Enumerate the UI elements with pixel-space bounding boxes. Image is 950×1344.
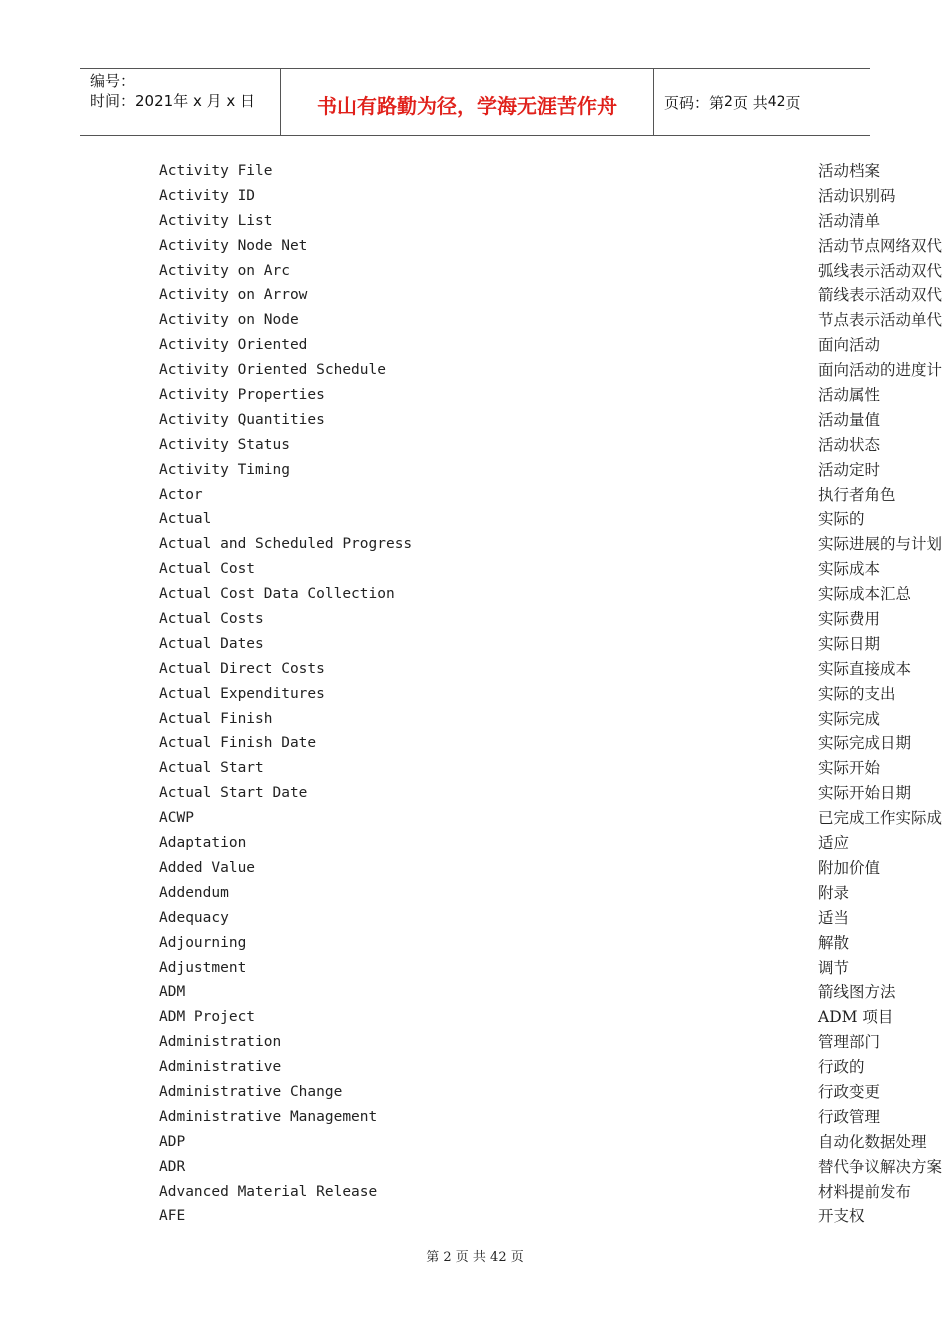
glossary-row	[0, 980, 950, 1005]
glossary-row	[0, 931, 950, 956]
term-english: Activity Oriented	[159, 337, 308, 354]
term-chinese: 已完成工作实际成	[818, 809, 943, 828]
term-english: Adequacy	[159, 909, 229, 926]
term-chinese: 适应	[818, 834, 850, 853]
term-english: ACWP	[159, 810, 194, 827]
term-english: Activity Timing	[159, 461, 290, 478]
glossary-row	[0, 956, 950, 981]
page-end: 页	[785, 93, 801, 112]
term-english: Activity Quantities	[159, 411, 325, 428]
date-text: 年 x 月 x 日	[173, 92, 256, 110]
term-english: ADM	[159, 984, 186, 1001]
glossary-row	[0, 1155, 950, 1180]
glossary-row	[0, 184, 950, 209]
term-english: Actual and Scheduled Progress	[159, 536, 413, 553]
term-chinese: 活动量值	[818, 410, 881, 429]
term-english: Activity on Node	[159, 312, 299, 329]
term-english: Actual Dates	[159, 635, 264, 652]
glossary-row	[0, 1080, 950, 1105]
term-english: Administrative Change	[159, 1083, 343, 1100]
term-chinese: 行政的	[818, 1058, 865, 1077]
term-chinese: 实际直接成本	[818, 659, 912, 678]
term-chinese: 管理部门	[818, 1033, 881, 1052]
header-meta-cell	[80, 69, 281, 135]
term-english: ADP	[159, 1133, 186, 1150]
number-label: 编号：	[90, 72, 136, 90]
term-english: Actual Cost Data Collection	[159, 586, 395, 603]
term-chinese: 行政变更	[818, 1082, 881, 1101]
glossary-row	[0, 1180, 950, 1205]
date-line	[90, 91, 280, 111]
glossary-row	[0, 433, 950, 458]
term-english: Administrative Management	[159, 1108, 378, 1125]
glossary-row	[0, 831, 950, 856]
glossary-row	[0, 283, 950, 308]
glossary-row	[0, 806, 950, 831]
glossary-row	[0, 1030, 950, 1055]
term-english: Administrative	[159, 1059, 282, 1076]
term-chinese: 实际开始	[818, 759, 881, 778]
page-current: 2	[724, 94, 733, 110]
term-english: Activity Oriented Schedule	[159, 362, 386, 379]
glossary-row	[0, 209, 950, 234]
term-english: Activity Properties	[159, 387, 325, 404]
glossary-row	[0, 781, 950, 806]
term-chinese: 行政管理	[818, 1107, 881, 1126]
term-chinese: 实际完成	[818, 709, 881, 728]
header-page-info	[654, 69, 870, 135]
term-chinese: 活动档案	[818, 162, 881, 180]
page-mid: 页 共	[732, 93, 768, 112]
term-english: Activity File	[159, 163, 273, 179]
term-english: Actual Start	[159, 760, 264, 777]
term-chinese: 活动清单	[818, 211, 881, 230]
term-chinese: 实际费用	[818, 610, 881, 629]
term-chinese: 材料提前发布	[818, 1182, 912, 1201]
glossary-row	[0, 881, 950, 906]
glossary-row	[0, 483, 950, 508]
term-chinese: 弧线表示活动双代	[818, 261, 943, 280]
term-english: Actual Expenditures	[159, 685, 325, 702]
term-english: Activity List	[159, 212, 273, 229]
term-english: Advanced Material Release	[159, 1183, 378, 1200]
term-english: Actual	[159, 511, 212, 528]
term-chinese: 实际的支出	[818, 684, 896, 703]
date-label: 时间：	[90, 92, 136, 110]
glossary-row	[0, 458, 950, 483]
glossary-row	[0, 1105, 950, 1130]
glossary-row	[0, 358, 950, 383]
term-english: Actual Cost	[159, 561, 256, 578]
term-chinese: 活动节点网络双代	[818, 236, 943, 255]
glossary-row	[0, 408, 950, 433]
term-english: ADR	[159, 1158, 186, 1175]
term-english: Activity ID	[159, 187, 256, 204]
header-motto: 书山有路勤为径，学海无涯苦作舟	[281, 69, 654, 135]
term-chinese: 自动化数据处理	[818, 1132, 927, 1151]
term-english: Actor	[159, 486, 203, 503]
term-english: Actual Direct Costs	[159, 660, 325, 677]
term-english: AFE	[159, 1208, 186, 1225]
term-english: Actual Finish	[159, 710, 273, 727]
term-chinese: 附录	[818, 883, 850, 902]
term-chinese: 箭线图方法	[818, 983, 896, 1002]
glossary-row	[0, 159, 950, 184]
glossary-row	[0, 308, 950, 333]
term-english: Added Value	[159, 859, 256, 876]
glossary-row	[0, 234, 950, 259]
glossary-row	[0, 1204, 950, 1229]
term-english: Activity Status	[159, 436, 290, 453]
glossary-row	[0, 682, 950, 707]
document-header	[80, 68, 870, 136]
term-english: Adjustment	[159, 959, 247, 976]
glossary-row	[0, 333, 950, 358]
page-footer: 第 2 页 共 42 页	[426, 1250, 524, 1265]
glossary-row	[0, 707, 950, 732]
term-chinese: 节点表示活动单代	[818, 311, 943, 330]
glossary-row	[0, 383, 950, 408]
term-chinese: 实际日期	[818, 634, 881, 653]
term-chinese: 执行者角色	[818, 485, 896, 504]
term-chinese: 实际成本	[818, 560, 881, 579]
term-english: Actual Finish Date	[159, 735, 317, 752]
term-english: Actual Costs	[159, 611, 264, 628]
glossary-row	[0, 756, 950, 781]
term-chinese: 面向活动的进度计	[818, 361, 943, 380]
glossary-row	[0, 259, 950, 284]
term-chinese: 实际开始日期	[818, 784, 912, 803]
term-chinese: 活动状态	[818, 435, 881, 454]
term-chinese: ADM 项目	[818, 1008, 894, 1027]
term-chinese: 实际的	[818, 510, 865, 529]
term-chinese: 面向活动	[818, 336, 881, 355]
glossary-row	[0, 1005, 950, 1030]
term-chinese: 开支权	[818, 1207, 865, 1226]
term-chinese: 活动属性	[818, 386, 881, 405]
glossary-row	[0, 532, 950, 557]
term-chinese: 替代争议解决方案	[818, 1157, 943, 1176]
term-english: Activity on Arc	[159, 262, 290, 279]
glossary-row	[0, 607, 950, 632]
date-year: 2021	[135, 92, 174, 110]
page-label: 页码：第	[664, 93, 725, 112]
term-english: Activity on Arrow	[159, 287, 308, 304]
term-english: Adjourning	[159, 934, 247, 951]
term-chinese: 实际进展的与计划	[818, 535, 943, 554]
term-chinese: 活动识别码	[818, 186, 896, 205]
glossary-row	[0, 657, 950, 682]
glossary-row	[0, 507, 950, 532]
term-english: Administration	[159, 1034, 282, 1051]
glossary-row	[0, 731, 950, 756]
term-chinese: 适当	[818, 908, 850, 927]
term-english: Adaptation	[159, 835, 247, 852]
glossary-row	[0, 1055, 950, 1080]
term-chinese: 实际成本汇总	[818, 585, 912, 604]
glossary-row	[0, 856, 950, 881]
glossary-row	[0, 906, 950, 931]
term-chinese: 活动定时	[818, 460, 881, 479]
term-english: Actual Start Date	[159, 785, 308, 802]
glossary-list	[0, 159, 950, 1229]
glossary-row	[0, 1130, 950, 1155]
term-chinese: 实际完成日期	[818, 734, 912, 753]
glossary-row	[0, 632, 950, 657]
glossary-row	[0, 557, 950, 582]
glossary-row	[0, 582, 950, 607]
term-chinese: 箭线表示活动双代	[818, 286, 943, 305]
term-english: Activity Node Net	[159, 237, 308, 254]
term-chinese: 解散	[818, 933, 850, 952]
page-total: 42	[767, 94, 786, 110]
term-english: ADM Project	[159, 1009, 256, 1026]
term-chinese: 调节	[818, 958, 850, 977]
term-english: Addendum	[159, 884, 229, 901]
term-chinese: 附加价值	[818, 858, 881, 877]
